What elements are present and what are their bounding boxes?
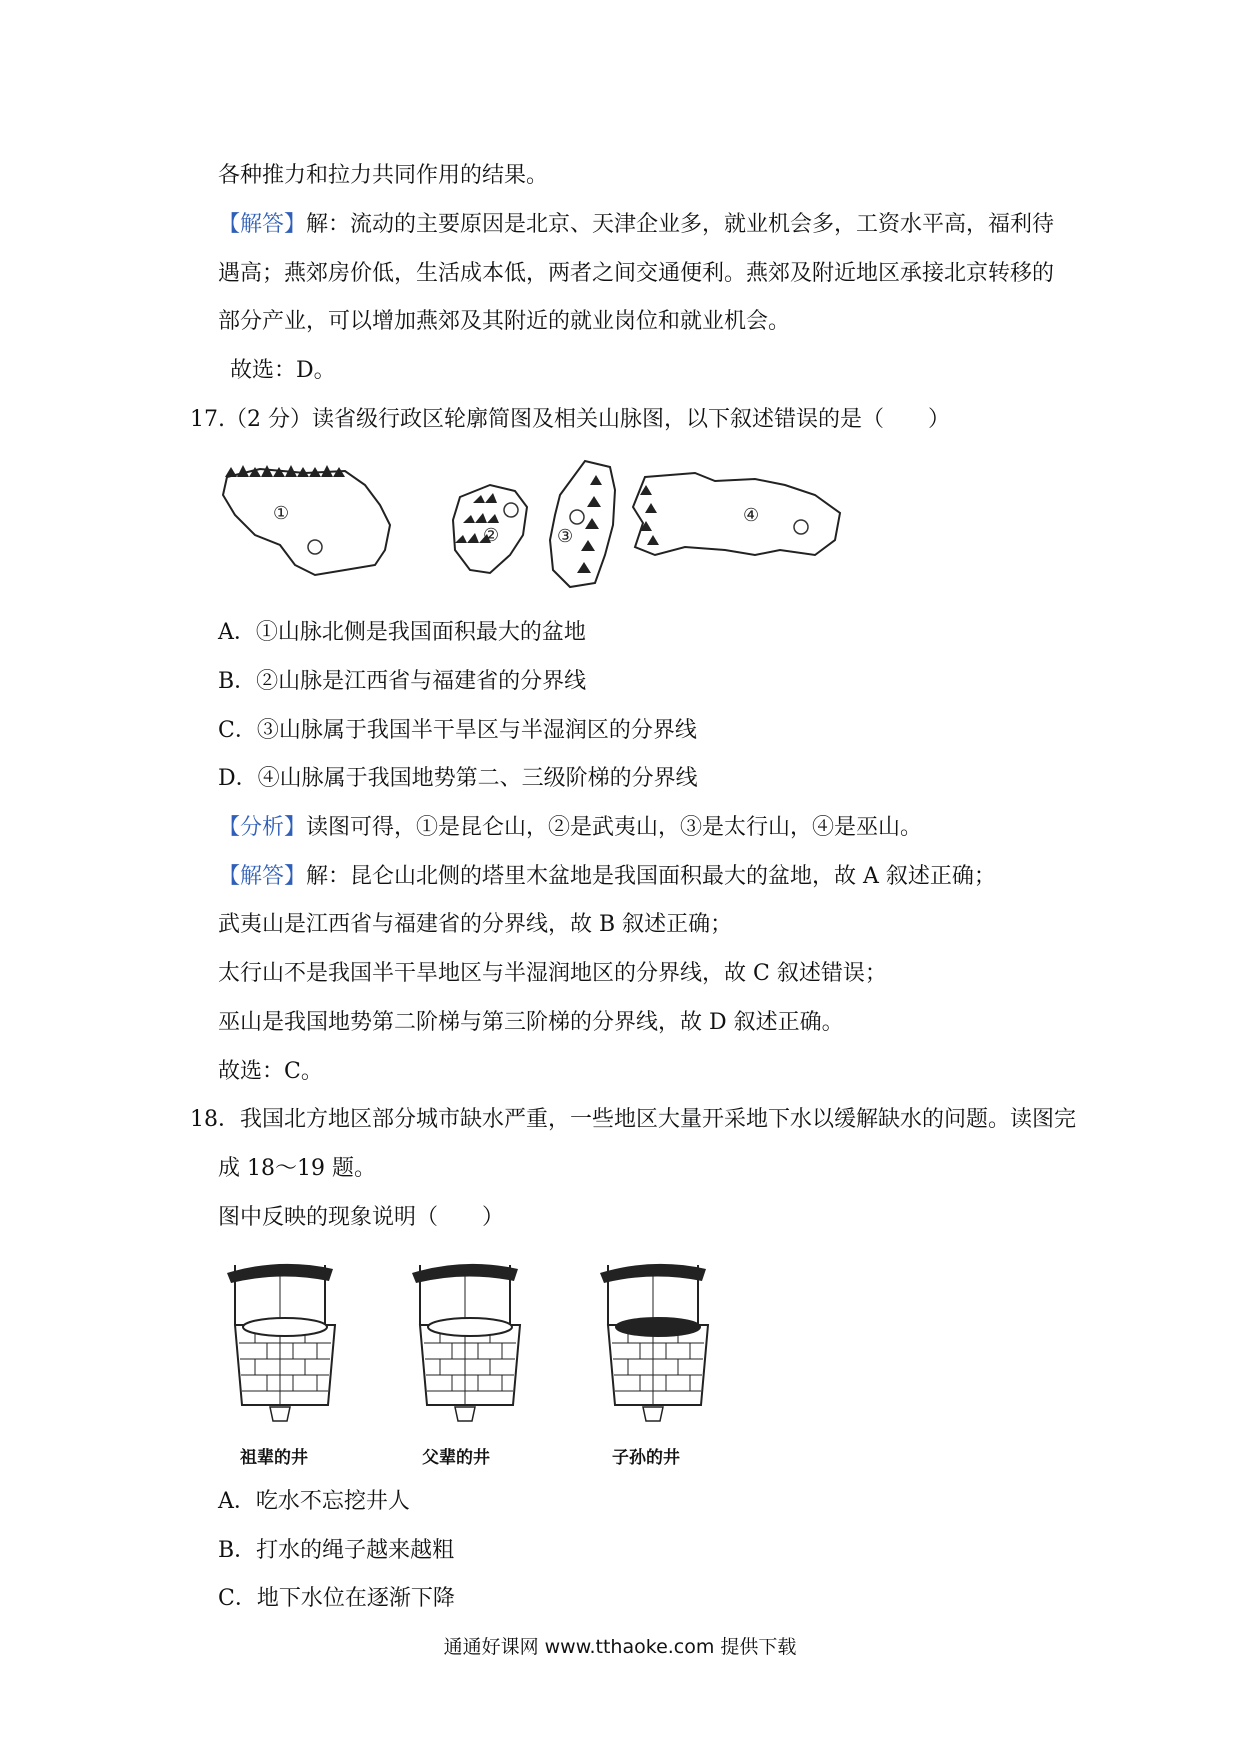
map-label-1: ① — [273, 503, 290, 524]
option-b: B．打水的绳子越来越粗 — [218, 1538, 455, 1563]
answer-line — [218, 862, 996, 892]
map-label-2: ② — [483, 525, 500, 546]
mountain-range-3 — [577, 475, 602, 573]
text-line: 各种推力和拉力共同作用的结果。 — [218, 163, 549, 188]
option-c: C．地下水位在逐渐下降 — [218, 1586, 455, 1611]
page-footer: 通通好课网 www.tthaoke.com 提供下载 — [443, 1636, 797, 1658]
question-18-sub: 图中反映的现象说明（ ） — [218, 1205, 505, 1230]
mountain-range-4 — [640, 485, 659, 545]
answer-tag: 【解答】 — [218, 864, 307, 889]
answer-text: 解：昆仑山北侧的塔里木盆地是我国面积最大的盆地，故 A 叙述正确； — [306, 864, 996, 889]
choice-line: 故选：D。 — [230, 358, 336, 383]
question-18-stem: 18．我国北方地区部分城市缺水严重，一些地区大量开采地下水以缓解缺水的问题。读图完 — [190, 1107, 1076, 1132]
analysis-tag: 【分析】 — [218, 815, 307, 840]
city-marker — [504, 503, 518, 517]
answer-line: 武夷山是江西省与福建省的分界线，故 B 叙述正确； — [218, 912, 733, 937]
text-line: 遇高；燕郊房价低，生活成本低，两者之间交通便利。燕郊及附近地区承接北京转移的 — [218, 261, 1055, 286]
well-descendants — [600, 1264, 708, 1421]
well-label-ancestors: 祖辈的井 — [240, 1448, 308, 1468]
option-d: D．④山脉属于我国地势第二、三级阶梯的分界线 — [218, 766, 698, 791]
well-label-parents: 父辈的井 — [422, 1448, 490, 1468]
answer-line: 太行山不是我国半干旱地区与半湿润地区的分界线，故 C 叙述错误； — [218, 961, 887, 986]
well-ancestors — [227, 1264, 335, 1421]
analysis-line — [218, 813, 922, 843]
province-outline-4 — [633, 473, 840, 555]
city-marker — [308, 540, 322, 554]
question-17-stem: 17.（2 分）读省级行政区轮廓简图及相关山脉图，以下叙述错误的是（ ） — [190, 407, 950, 432]
map-label-4: ④ — [743, 505, 760, 526]
option-a: A．①山脉北侧是我国面积最大的盆地 — [218, 620, 586, 645]
province-outline-maps — [215, 455, 855, 595]
well-parents — [412, 1264, 520, 1421]
answer-text: 解：流动的主要原因是北京、天津企业多，就业机会多，工资水平高，福利待 — [306, 212, 1055, 237]
answer-line: 巫山是我国地势第二阶梯与第三阶梯的分界线，故 D 叙述正确。 — [218, 1010, 844, 1035]
question-18-stem-cont: 成 18～19 题。 — [218, 1156, 376, 1181]
text-line: 部分产业，可以增加燕郊及其附近的就业岗位和就业机会。 — [218, 309, 791, 334]
option-a: A．吃水不忘挖井人 — [218, 1489, 410, 1514]
answer-tag: 【解答】 — [218, 212, 307, 237]
option-c: C．③山脉属于我国半干旱区与半湿润区的分界线 — [218, 718, 697, 743]
province-outline-1 — [223, 469, 390, 575]
well-label-descendants: 子孙的井 — [612, 1448, 680, 1468]
city-marker — [570, 510, 584, 524]
option-b: B．②山脉是江西省与福建省的分界线 — [218, 669, 587, 694]
choice-line: 故选：C。 — [218, 1059, 323, 1084]
wells-figure — [220, 1255, 740, 1430]
map-label-3: ③ — [557, 526, 574, 547]
answer-line — [218, 210, 1054, 240]
analysis-text: 读图可得，①是昆仑山，②是武夷山，③是太行山，④是巫山。 — [306, 815, 923, 840]
city-marker — [794, 520, 808, 534]
